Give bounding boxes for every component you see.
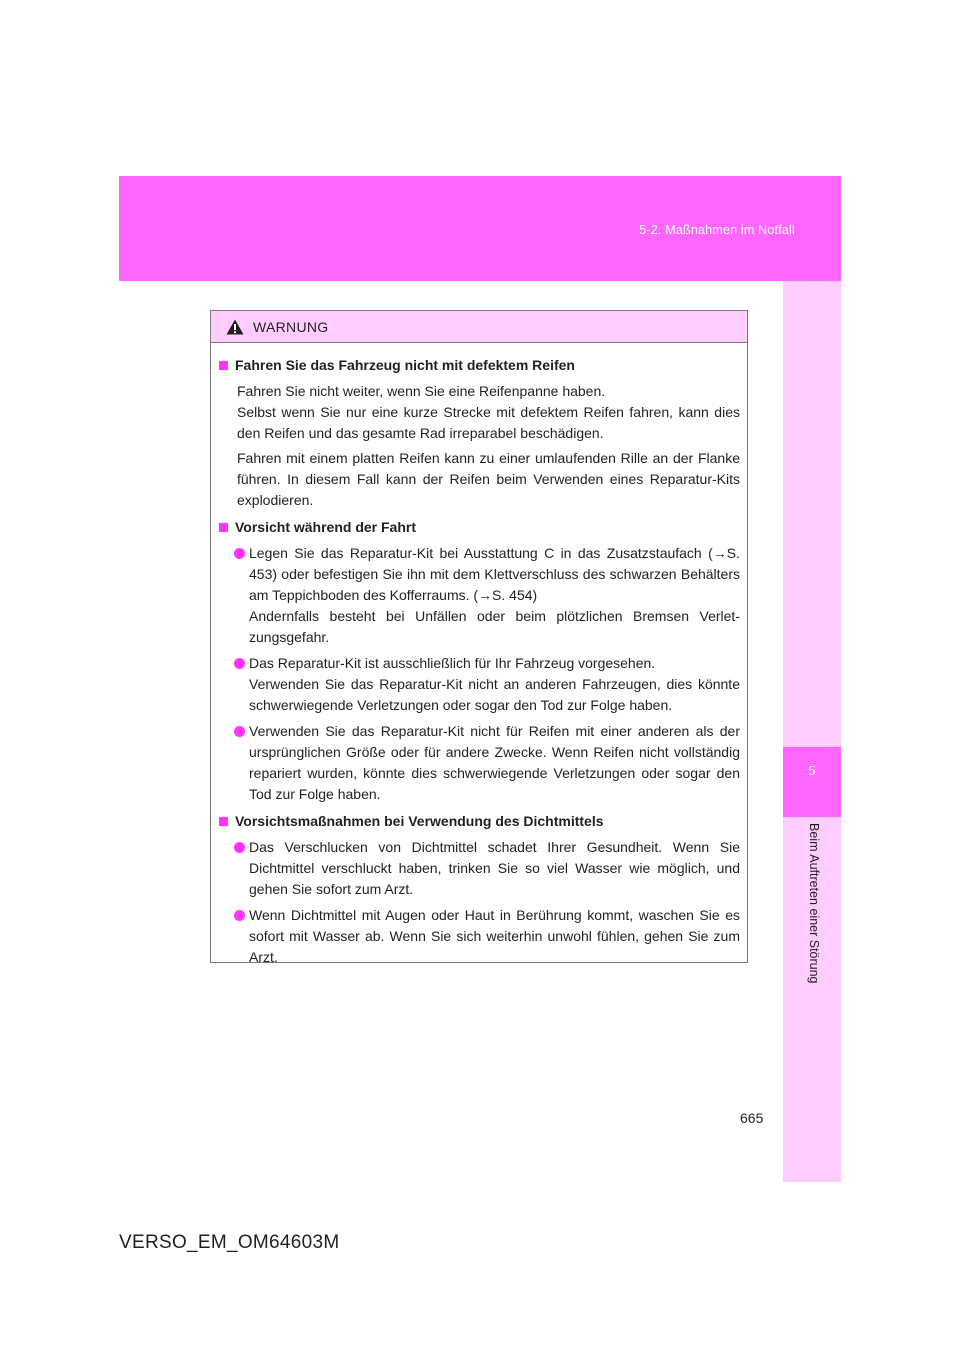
section-heading-text: Vorsicht während der Fahrt — [235, 519, 416, 535]
paragraph-text: Selbst wenn Sie nur eine kurze Strecke mit defektem Reifen fahren, kann dies den Reifen und das gesamte Rad irreparabel beschädigen. — [237, 404, 740, 441]
bullet-text: Das Verschlucken von Dichtmittel schadet Ihrer Gesundheit. Wenn Sie Dichtmittel verschluckt haben, trinken Sie so viel Wasser wie möglich, und gehen Sie sofort zum Arzt. — [249, 839, 740, 897]
section-heading — [218, 355, 740, 376]
bullet-text: Das Reparatur-Kit ist ausschließlich für Ihr Fahrzeug vorgesehen. — [249, 655, 656, 671]
paragraph-text: Fahren Sie nicht weiter, wenn Sie eine Reifenpanne haben. — [237, 383, 606, 399]
bullet-item — [218, 543, 740, 648]
page-number: 665 — [740, 1110, 764, 1126]
square-bullet-icon — [219, 523, 228, 532]
paragraph-text: Fahren mit einem platten Reifen kann zu einer umlaufenden Rille an der Flanke führen. In diesem Fall kann der Reifen beim Verwenden eines Reparatur-Kits explodieren. — [237, 450, 740, 508]
warning-box — [210, 310, 748, 963]
warning-triangle-icon — [226, 319, 244, 335]
document-code: VERSO_EM_OM64603M — [119, 1232, 340, 1253]
round-bullet-icon — [234, 658, 245, 669]
paragraph — [218, 448, 740, 511]
round-bullet-icon — [234, 910, 245, 921]
warning-section — [218, 355, 740, 511]
square-bullet-icon — [219, 361, 228, 370]
chapter-number: 5 — [808, 764, 816, 778]
section-heading-text: Fahren Sie das Fahrzeug nicht mit defektem Reifen — [235, 357, 575, 373]
warning-body — [211, 343, 747, 968]
bullet-text: Wenn Dichtmittel mit Augen oder Haut in Berührung kommt, waschen Sie es sofort mit Wasser ab. Wenn Sie sich weiterhin unwohl fühlen, gehen Sie zum Arzt. — [249, 907, 740, 965]
paragraph — [218, 402, 740, 444]
chapter-title: Beim Auftreten einer Störung — [807, 823, 821, 984]
bullet-item — [218, 721, 740, 805]
warning-section — [218, 517, 740, 805]
section-heading — [218, 517, 740, 538]
round-bullet-icon — [234, 548, 245, 559]
warning-header — [211, 311, 747, 343]
section-label: 5-2. Maßnahmen im Notfall — [639, 223, 795, 237]
bullet-text: Legen Sie das Reparatur-Kit bei Ausstattung C in das Zusatzstaufach (→S. 453) oder befestigen Sie ihn mit dem Klettverschluss des schwarzen Behälters am Teppichboden des Kofferraums. (→S. 454) — [249, 545, 740, 603]
bullet-text: Verwenden Sie das Reparatur-Kit nicht für Reifen mit einer anderen als der ursprünglichen Größe oder für andere Zwecke. Wenn Reifen nicht vollständig repariert wurden, könnte dies schwerwiegende Verletzungen oder sogar den Tod zur Folge haben. — [249, 723, 740, 802]
section-heading — [218, 811, 740, 832]
side-tab — [783, 281, 841, 1182]
paragraph — [218, 381, 740, 402]
bullet-item — [218, 905, 740, 968]
warning-section — [218, 811, 740, 968]
bullet-text: Verwenden Sie das Reparatur-Kit nicht an anderen Fahrzeugen, dies könnte schwerwiegende Verletzungen oder sogar den Tod zur Folge haben. — [249, 676, 740, 713]
section-heading-text: Vorsichtsmaßnahmen bei Verwendung des Dichtmittels — [235, 813, 604, 829]
side-tab-number — [783, 747, 841, 817]
header-band — [119, 176, 841, 281]
square-bullet-icon — [219, 817, 228, 826]
round-bullet-icon — [234, 842, 245, 853]
bullet-item — [218, 837, 740, 900]
bullet-item — [218, 653, 740, 716]
warning-title: WARNUNG — [253, 319, 329, 335]
bullet-text: Andernfalls besteht bei Unfällen oder beim plötzlichen Bremsen Verletzungsgefahr. — [249, 608, 740, 645]
round-bullet-icon — [234, 726, 245, 737]
